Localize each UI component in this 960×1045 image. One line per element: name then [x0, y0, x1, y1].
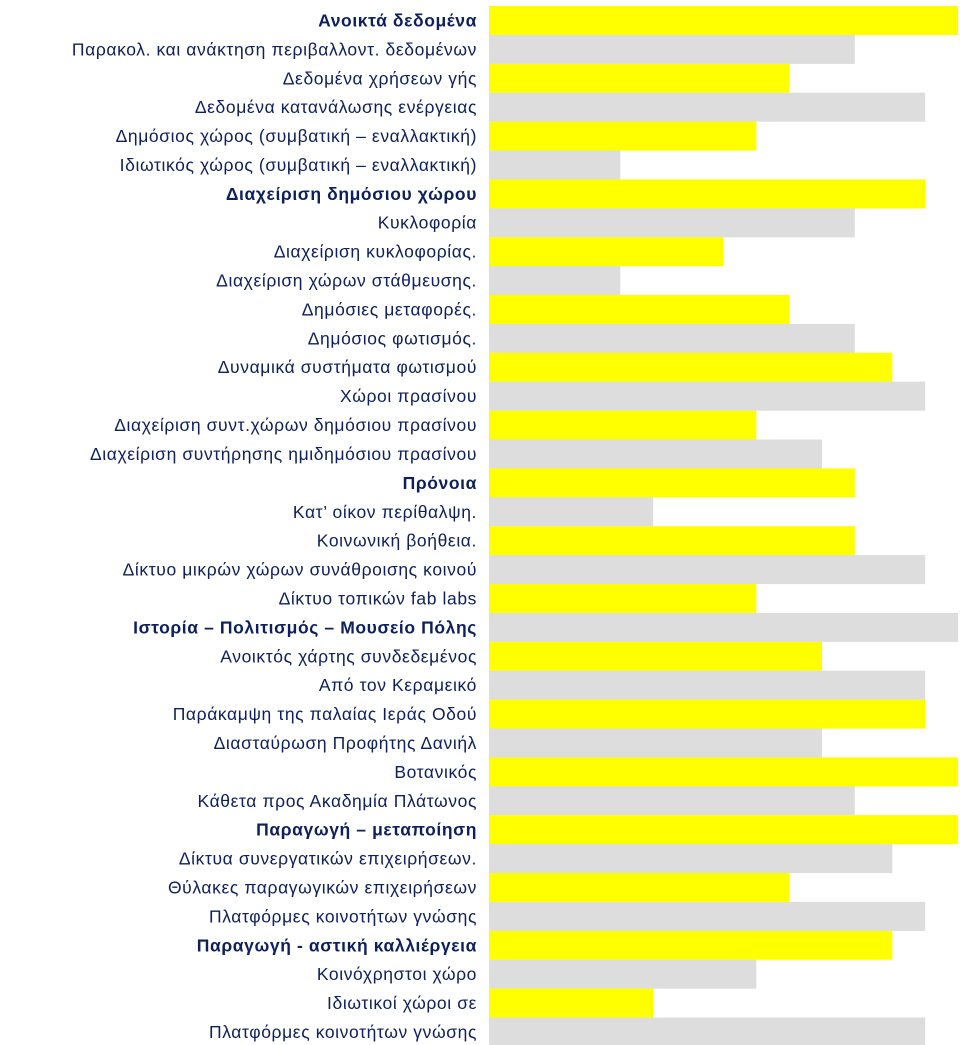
bar-label-28: Παραγωγή – μεταποίηση: [256, 819, 477, 840]
bar-label-20: Δίκτυο τοπικών fab labs: [278, 588, 477, 609]
bar-label-32: Παραγωγή - αστική καλλιέργεια: [196, 935, 477, 956]
bar-label-3: Δεδομένα κατανάλωσης ενέργειας: [194, 97, 477, 118]
bar-3: [489, 93, 925, 122]
bar-17: [489, 497, 653, 526]
bar-27: [489, 786, 855, 815]
bar-9: [489, 266, 620, 295]
bar-11: [489, 324, 855, 353]
bar-18: [489, 526, 855, 555]
bar-label-2: Δεδομένα χρήσεων γής: [282, 68, 477, 89]
bar-14: [489, 411, 756, 440]
bar-label-8: Διαχείριση κυκλοφορίας.: [273, 241, 477, 262]
bar-20: [489, 584, 756, 613]
bar-label-7: Κυκλοφορία: [377, 212, 477, 233]
bar-29: [489, 844, 892, 873]
bar-label-10: Δημόσιες μεταφορές.: [301, 299, 477, 320]
bar-15: [489, 440, 822, 469]
bar-30: [489, 873, 789, 902]
bar-label-21: Ιστορία – Πολιτισμός – Μουσείο Πόλης: [133, 617, 477, 638]
bar-label-14: Διαχείριση συντ.χώρων δημόσιου πρασίνου: [114, 415, 477, 435]
bar-label-12: Δυναμικά συστήματα φωτισμού: [217, 357, 477, 378]
bar-label-0: Ανοικτά δεδομένα: [318, 10, 477, 31]
bar-label-15: Διαχείριση συντήρησης ημιδημόσιου πρασίνου: [89, 443, 477, 464]
bar-label-27: Κάθετα προς Ακαδημία Πλάτωνος: [197, 790, 477, 811]
bar-label-33: Κοινόχρηστοι χώρο: [316, 964, 477, 985]
bar-0: [489, 6, 958, 35]
bar-label-24: Παράκαμψη της παλαίας Ιεράς Οδού: [172, 704, 477, 724]
bar-12: [489, 353, 892, 382]
bar-label-6: Διαχείριση δημόσιου χώρου: [225, 183, 477, 204]
bar-22: [489, 642, 822, 671]
bar-label-5: Ιδιωτικός χώρος (συμβατική – εναλλακτική): [119, 154, 477, 175]
bar-label-22: Ανοικτός χάρτης συνδεδεμένος: [220, 646, 477, 667]
bar-label-35: Πλατφόρμες κοινοτήτων γνώσης: [208, 1022, 477, 1042]
bar-10: [489, 295, 789, 324]
bar-32: [489, 931, 892, 960]
bar-label-16: Πρόνοια: [402, 472, 477, 493]
bar-label-1: Παρακολ. και ανάκτηση περιβαλλοντ. δεδομένων: [71, 39, 477, 60]
bar-label-9: Διαχείριση χώρων στάθμευσης.: [216, 270, 477, 291]
bar-label-31: Πλατφόρμες κοινοτήτων γνώσης: [208, 906, 477, 927]
bar-label-34: Ιδιωτικοί χώροι σε: [327, 993, 477, 1013]
bar-16: [489, 468, 855, 497]
bar-label-23: Από τον Κεραμεικό: [318, 675, 477, 696]
bar-1: [489, 35, 855, 64]
bar-label-19: Δίκτυο μικρών χώρων συνάθροισης κοινού: [122, 559, 477, 580]
bar-label-30: Θύλακες παραγωγικών επιχειρήσεων: [167, 877, 477, 898]
bar-8: [489, 237, 724, 266]
bar-25: [489, 729, 822, 758]
bar-33: [489, 960, 756, 989]
bar-6: [489, 179, 925, 208]
bar-26: [489, 757, 958, 786]
bar-28: [489, 815, 958, 844]
bars-layer: [489, 6, 958, 1045]
bar-23: [489, 671, 925, 700]
bar-4: [489, 122, 756, 151]
bar-35: [489, 1018, 925, 1045]
bar-label-18: Κοινωνική βοήθεια.: [316, 530, 477, 551]
bar-label-29: Δίκτυα συνεργατικών επιχειρήσεων.: [178, 848, 477, 869]
bar-24: [489, 700, 925, 729]
bar-label-13: Χώροι πρασίνου: [339, 386, 477, 407]
bar-2: [489, 64, 789, 93]
bar-19: [489, 555, 925, 584]
bar-label-11: Δημόσιος φωτισμός.: [307, 328, 477, 349]
labels-layer: [72, 10, 477, 1042]
bar-5: [489, 151, 620, 180]
bar-label-4: Δημόσιος χώρος (συμβατική – εναλλακτική): [115, 126, 477, 146]
bar-34: [489, 989, 653, 1018]
bar-21: [489, 613, 958, 642]
bar-label-25: Διασταύρωση Προφήτης Δανιήλ: [213, 733, 477, 753]
bar-31: [489, 902, 925, 931]
bar-7: [489, 208, 855, 237]
bar-label-17: Κατ’ οίκον περίθαλψη.: [292, 501, 477, 522]
bar-13: [489, 382, 925, 411]
bar-label-26: Βοτανικός: [394, 761, 477, 782]
